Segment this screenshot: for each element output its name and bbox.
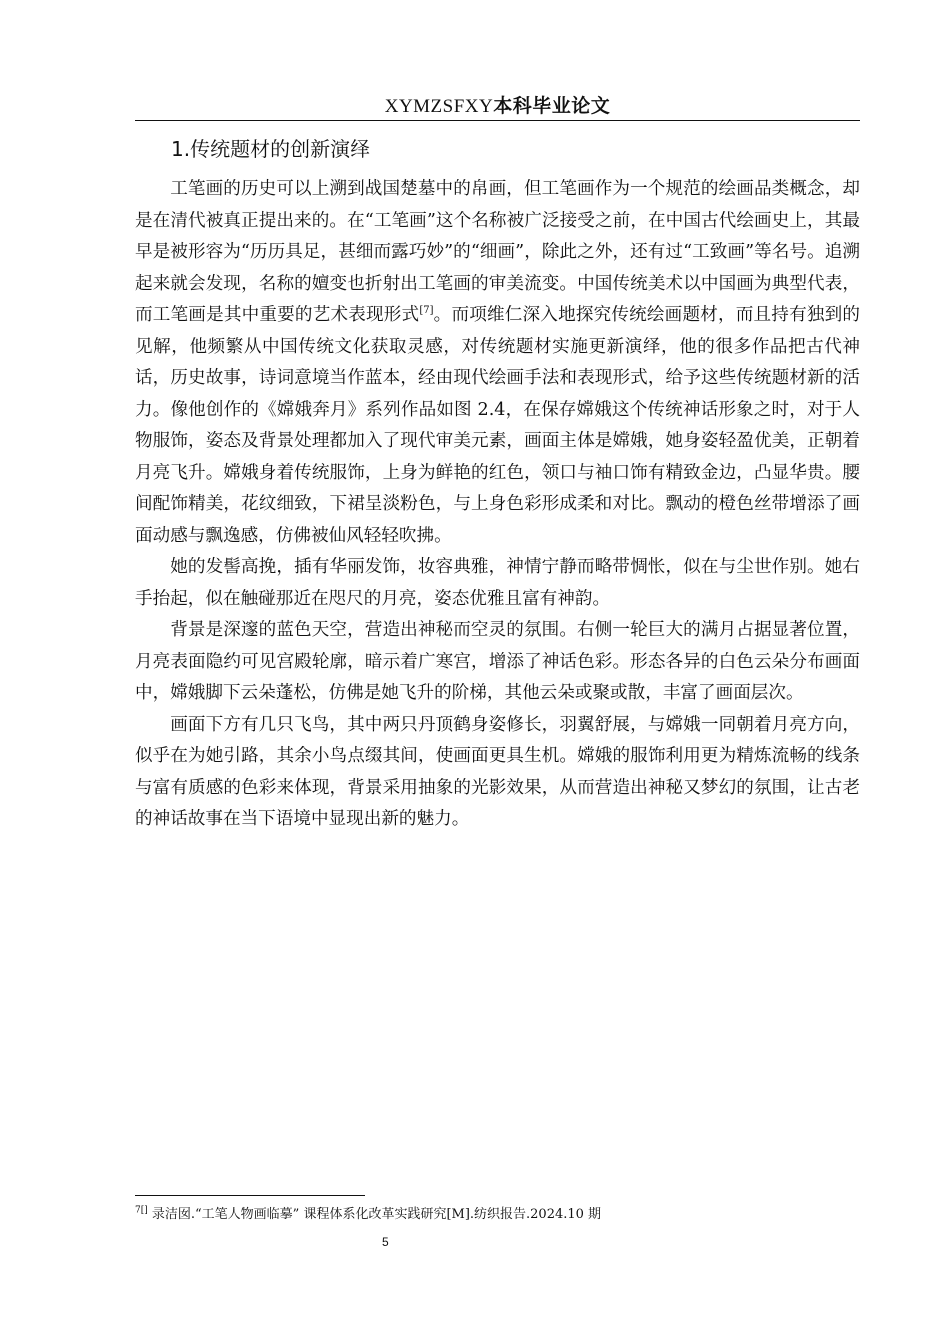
paragraph-text: 工笔画的历史可以上溯到战国楚墓中的帛画，但工笔画作为一个规范的绘画品类概念，却是在清代被真正提出来的。在“工笔画”这个名称被广泛接受之前，在中国古代绘画史上，其最早是被形容为“历历具足，甚细而露巧妙”的“细画”，除此之外，还有过“工致画”等名号。追溯起来就会发现，名称的嬗变也折射出工笔画的审美流变。中国传统美术以中国画为典型代表，而工笔画是其中重要的艺术表现形式 [135,179,860,325]
paragraph: 画面下方有几只飞鸟，其中两只丹顶鹤身姿修长，羽翼舒展，与嫦娥一同朝着月亮方向，似乎在为她引路，其余小鸟点缀其间，使画面更具生机。嫦娥的服饰利用更为精炼流畅的线条与富有质感的色彩来体现，背景采用抽象的光影效果，从而营造出神秘又梦幻的氛围，让古老的神话故事在当下语境中显现出新的魅力。 [135,714,860,829]
footnote [135,1206,860,1224]
paragraph: 背景是深邃的蓝色天空，营造出神秘而空灵的氛围。右侧一轮巨大的满月占据显著位置，月亮表面隐约可见宫殿轮廓，暗示着广寒宫，增添了神话色彩。形态各异的白色云朵分布画面中，嫦娥脚下云朵蓬松，仿佛是她飞升的阶梯，其他云朵或聚或散，丰富了画面层次。 [135,620,860,703]
header-school-code: XYMZSFXY [384,96,494,117]
section-title: 1.传统题材的创新演绎 [171,137,371,161]
footnote-mark: 7[] [135,1205,148,1216]
header-divider [135,120,860,121]
paragraph [135,174,860,552]
page-header [135,92,860,120]
header-thesis-label: 本科毕业论文 [493,95,611,117]
footnote-text: 录洁囡.“工笔人物画临摹” 课程体系化改革实践研究[M].纺织报告.2024.10 期 [147,1207,602,1222]
paragraph: 她的发髻高挽，插有华丽发饰，妆容典雅，神情宁静而略带惆怅，似在与尘世作别。她右手抬起，似在触碰那近在咫尺的月亮，姿态优雅且富有神韵。 [135,557,860,609]
page-number: 5 [382,1235,389,1249]
citation-mark: [7] [419,305,434,317]
body-text [135,174,860,836]
paragraph-text: 。而项维仁深入地探究传统绘画题材，而且持有独到的见解，他频繁从中国传统文化获取灵感，对传统题材实施更新演绎，他的很多作品把古代神话，历史故事，诗词意境当作蓝本，经由现代绘画手法和表现形式，给予这些传统题材新的活力。像他创作的《嫦娥奔月》系列作品如图 2.4，在保存嫦娥这个传统神话形象之时，对于人物服饰，姿态及背景处理都加入了现代审美元素，画面主体是嫦娥，她身姿轻盈优美，正朝着月亮飞升。嫦娥身着传统服饰，上身为鲜艳的红色，领口与袖口饰有精致金边，凸显华贵。腰间配饰精美，花纹细致，下裙呈淡粉色，与上身色彩形成柔和对比。飘动的橙色丝带增添了画面动感与飘逸感，仿佛被仙风轻轻吹拂。 [135,305,860,546]
footnote-divider [135,1195,365,1196]
